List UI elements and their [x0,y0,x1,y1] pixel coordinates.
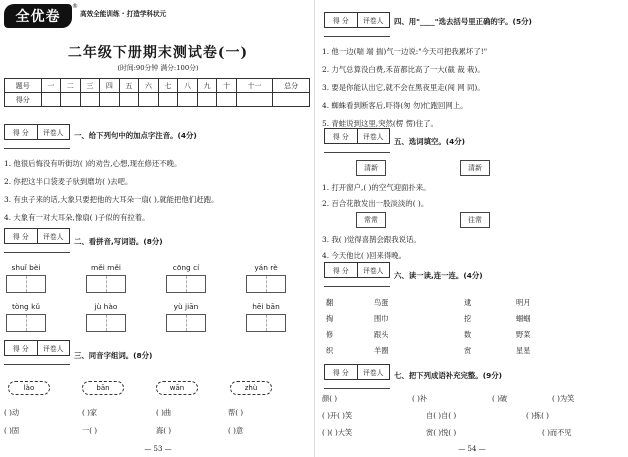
idiom-blank[interactable]: 自( )自( ) [426,411,457,420]
grader-label: 评卷人 [363,369,384,377]
scorer-box [324,12,390,28]
writing-grid[interactable] [6,275,46,293]
score-header-cell: 十一 [236,79,273,93]
scorer-line [4,148,70,149]
pinyin-label: yán rè [254,263,278,272]
score-row-label: 得分 [5,93,42,107]
idiom-blank[interactable]: ( )破 [492,394,508,403]
score-cell[interactable] [100,93,120,107]
idiom-blank[interactable]: ( )补 [412,394,428,403]
match-word[interactable]: 明月 [516,298,531,307]
score-header-cell: 五 [119,79,139,93]
page-number-left: — 53 — [144,445,172,453]
s4-line-4[interactable]: 4. 蜘蛛看到断客后,吓得(匆 勿)忙跑回网上。 [322,101,468,110]
s3-blank[interactable]: ( )家 [82,408,98,417]
s3-blank[interactable]: ( )固 [4,426,20,435]
score-cell[interactable] [119,93,139,107]
scorer-line [324,388,390,389]
match-word[interactable]: 掏 [326,314,334,323]
scorer-box [4,340,70,356]
score-cell[interactable] [41,93,61,107]
score-cell[interactable] [61,93,81,107]
match-word[interactable]: 围巾 [374,314,389,323]
match-word[interactable]: 鸟蛋 [374,298,389,307]
grader-label: 评卷人 [43,129,64,137]
score-cell[interactable] [139,93,159,107]
scorer-box [4,228,70,244]
score-header-cell: 九 [197,79,217,93]
s1-line-4[interactable]: 4. 大象有一对大耳朵,像扇( )子似的有拉着。 [4,213,150,222]
exam-meta: (时间:90分钟 满分:100分) [117,64,199,72]
scorer-line [324,286,390,287]
s4-line-5[interactable]: 5. 青蛙说到这里,突然(楞 愣)住了。 [322,119,438,128]
idiom-blank[interactable]: 赏( )悦( ) [426,428,457,437]
match-word[interactable]: 蝈蝈 [516,314,531,323]
s4-line-1[interactable]: 1. 他一边(喘 端 揣)气一边说:"今天可把我累坏了!" [322,47,488,56]
match-word[interactable]: 挖 [464,314,472,323]
idiom-blank[interactable]: ( )开( )笑 [322,411,353,420]
pinyin-label: yù jiān [173,302,199,311]
s3-blank[interactable]: 帮( ) [228,408,244,417]
writing-grid[interactable] [246,314,286,332]
score-header-row [5,79,310,93]
s4-line-3[interactable]: 3. 要是你能认出它,就不会在黑夜里走(闯 网 同)。 [322,83,485,92]
exam-title: 二年级下册期末测试卷(一) [67,45,249,61]
score-header-cell: 八 [178,79,198,93]
writing-grid[interactable] [86,314,126,332]
idiom-blank[interactable]: 颜( ) [322,394,338,403]
s1-line-1[interactable]: 1. 他很后悔没有听街坊( )的劝告,心想,现在修还不晚。 [4,159,182,168]
s5-line-2[interactable]: 2. 百合花散发出一股淡淡的( )。 [322,199,429,208]
slogan: 高效全能训练 · 打造学科状元 [80,10,167,18]
grader-label: 评卷人 [363,267,384,275]
idiom-blank[interactable]: ( )为笑 [552,394,575,403]
score-header-cell: 二 [61,79,81,93]
s1-line-2[interactable]: 2. 你把这半口袋麦子驮到磨坊( )去吧。 [4,177,133,186]
word-card: 清新 [356,160,386,176]
score-header-cell: 四 [100,79,120,93]
page-number-right: — 54 — [458,445,486,453]
score-label: 得 分 [325,263,358,277]
match-word[interactable]: 数 [464,330,472,339]
grader-label: 评卷人 [363,17,384,25]
match-word[interactable]: 逮 [464,298,472,307]
section-3-heading: 三、同音字组词。(8分) [74,351,153,360]
section-5-heading: 五、选词填空。(4分) [394,137,466,146]
grader-label: 评卷人 [363,133,384,141]
pinyin-label: jù hào [94,302,118,311]
scorer-line [4,252,70,253]
score-header-cell: 三 [80,79,100,93]
s4-line-2[interactable]: 2. 力气总算没白费,禾苗都比高了一大(截 裁 栽)。 [322,65,485,74]
score-table [4,78,310,107]
match-word[interactable]: 野菜 [516,330,531,339]
pinyin-oval: lào [8,381,50,395]
writing-grid[interactable] [166,314,206,332]
idiom-blank[interactable]: ( )拣( ) [526,411,549,420]
score-label: 得 分 [325,13,358,27]
scorer-box [324,128,390,144]
score-header-cell: 题号 [5,79,42,93]
score-header-cell: 六 [139,79,159,93]
match-word[interactable]: 翻 [326,298,334,307]
pinyin-oval: zhù [230,381,272,395]
score-cell[interactable] [158,93,178,107]
s5-line-3[interactable]: 3. 我( )觉得喜鹊会跟我说话。 [322,235,421,244]
pinyin-label: hēi bān [252,302,280,311]
writing-grid[interactable] [166,275,206,293]
word-card: 常常 [356,212,386,228]
section-6-heading: 六、读一读,连一连。(4分) [394,271,483,280]
match-word[interactable]: 修 [326,330,334,339]
s1-line-3[interactable]: 3. 有虫子来的话,大象只要把他的大耳朵一扇( ),就能把他们赶跑。 [4,195,219,204]
word-card: 往常 [460,212,490,228]
word-card: 清新 [460,160,490,176]
grader-label: 评卷人 [43,233,64,241]
s5-line-4[interactable]: 4. 今天他比( )回来得晚。 [322,251,407,260]
score-cell[interactable] [273,93,310,107]
s3-blank[interactable]: ( )曲 [156,408,172,417]
score-header-cell: 一 [41,79,61,93]
scorer-box [4,124,70,140]
match-word[interactable]: 羊圈 [374,346,389,355]
match-word[interactable]: 跟头 [374,330,389,339]
score-cell[interactable] [178,93,198,107]
section-2-heading: 二、看拼音,写词语。(8分) [74,237,163,246]
score-label: 得 分 [5,229,38,243]
section-4-heading: 四、用"____"选去括号里正确的字。(5分) [394,17,532,26]
writing-grid[interactable] [246,275,286,293]
scorer-line [4,364,70,365]
s3-blank[interactable]: 一( ) [82,426,98,435]
score-cell[interactable] [80,93,100,107]
s3-blank[interactable]: 海( ) [156,426,172,435]
idiom-blank[interactable]: ( )而不见 [542,428,572,437]
match-word[interactable]: 赏 [464,346,472,355]
pinyin-label: shuǐ bèi [11,263,41,272]
pinyin-label: měi měi [91,263,121,272]
score-cell[interactable] [197,93,217,107]
score-header-cell: 总分 [273,79,310,93]
score-value-row [5,93,310,107]
pinyin-label: cōng cí [172,263,200,272]
score-label: 得 分 [325,365,358,379]
section-7-heading: 七、把下列成语补充完整。(9分) [394,371,502,380]
pinyin-oval: bān [82,381,124,395]
pinyin-oval: wān [156,381,198,395]
writing-grid[interactable] [86,275,126,293]
scorer-line [324,152,390,153]
idiom-blank[interactable]: ( )( )大笑 [322,428,353,437]
scorer-box [324,364,390,380]
brand-logo: 全优卷 [4,4,72,28]
score-header-cell: 十 [217,79,237,93]
s3-blank[interactable]: ( )动 [4,408,20,417]
right-page [316,0,628,457]
match-word[interactable]: 织 [326,346,334,355]
score-label: 得 分 [325,129,358,143]
grader-label: 评卷人 [43,345,64,353]
pinyin-label: tòng kǔ [11,302,41,311]
registered-mark: ® [72,3,78,10]
score-label: 得 分 [5,125,38,139]
score-cell[interactable] [217,93,237,107]
s5-line-1[interactable]: 1. 打开窗户,( )的空气迎面扑来。 [322,183,431,192]
score-label: 得 分 [5,341,38,355]
score-header-cell: 七 [158,79,178,93]
match-word[interactable]: 星星 [516,346,531,355]
writing-grid[interactable] [6,314,46,332]
score-cell[interactable] [236,93,273,107]
s3-blank[interactable]: ( )意 [228,426,244,435]
scorer-line [324,36,390,37]
section-1-heading: 一、给下列句中的加点字注音。(4分) [74,131,197,140]
scorer-box [324,262,390,278]
